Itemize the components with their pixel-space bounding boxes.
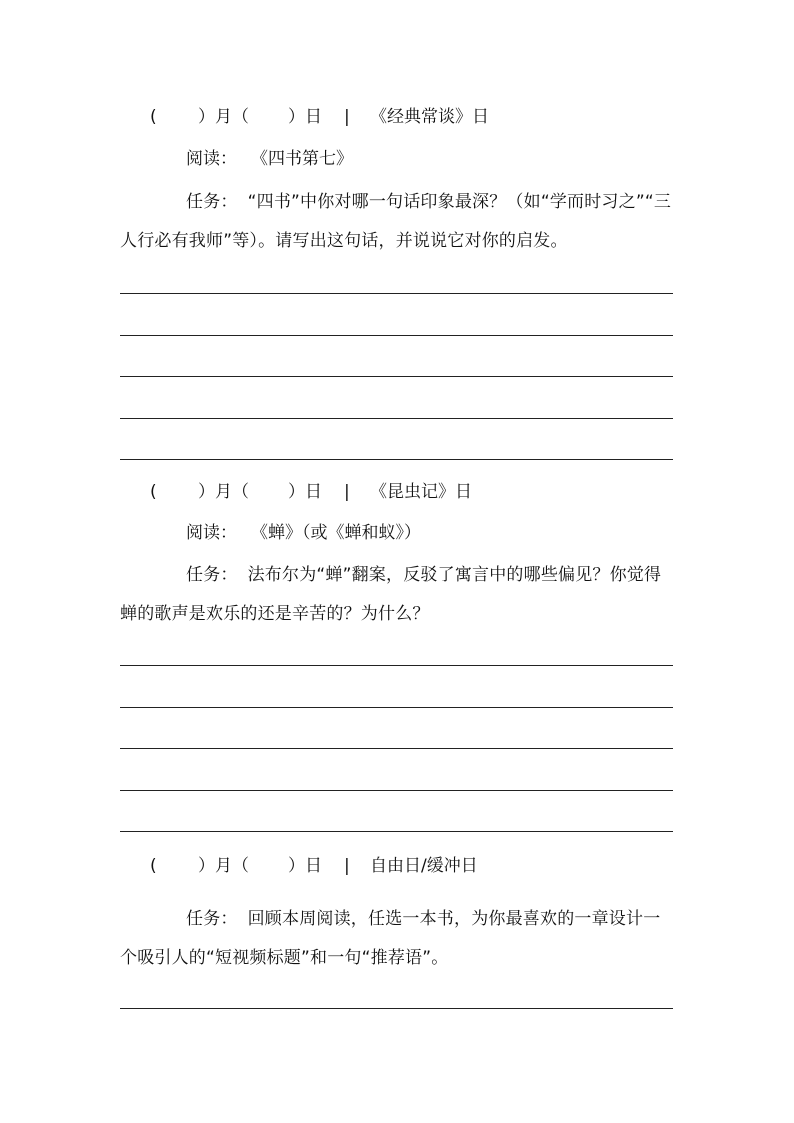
task-label: 任务： xyxy=(186,909,238,929)
answer-line[interactable] xyxy=(120,1008,673,1009)
month-label: ）月（ xyxy=(198,482,249,502)
task-paragraph xyxy=(120,556,675,634)
answer-line[interactable] xyxy=(120,376,673,377)
answer-lines[interactable] xyxy=(120,1002,673,1012)
reading-row xyxy=(120,147,675,171)
date-header xyxy=(120,105,675,129)
answer-line[interactable] xyxy=(120,293,673,294)
answer-lines[interactable] xyxy=(120,658,673,833)
answer-line[interactable] xyxy=(120,418,673,419)
reading-label: 阅读： xyxy=(186,523,237,543)
task-paragraph xyxy=(120,183,675,261)
theme-title: 自由日/缓冲日 xyxy=(370,856,478,876)
day-label: ）日 xyxy=(288,107,322,127)
day-label: ）日 xyxy=(288,856,322,876)
day-label: ）日 xyxy=(288,482,322,502)
reading-title: 《四书第七》 xyxy=(251,149,353,169)
divider: | xyxy=(344,856,350,876)
date-open-paren: ( xyxy=(150,482,157,502)
task-text: 回顾本周阅读，任选一本书，为你最喜欢的一章设计一个吸引人的“短视频标题”和一句“推荐语”。 xyxy=(120,909,661,968)
date-open-paren: ( xyxy=(150,107,157,127)
task-label: 任务： xyxy=(186,565,238,585)
date-header xyxy=(120,854,675,878)
reading-title: 《蝉》（或《蝉和蚁》） xyxy=(251,523,421,543)
month-label: ）月（ xyxy=(198,856,249,876)
task-paragraph xyxy=(120,900,675,978)
reading-label: 阅读： xyxy=(186,149,237,169)
answer-line[interactable] xyxy=(120,707,673,708)
answer-line[interactable] xyxy=(120,831,673,832)
answer-line[interactable] xyxy=(120,790,673,791)
reading-day-section-1 xyxy=(120,105,675,460)
answer-line[interactable] xyxy=(120,335,673,336)
task-label: 任务： xyxy=(186,192,238,212)
answer-line[interactable] xyxy=(120,459,673,460)
task-text: “四书”中你对哪一句话印象最深？（如“学而时习之”“三人行必有我师”等）。请写出这句话，并说说它对你的启发。 xyxy=(120,192,672,251)
answer-line[interactable] xyxy=(120,748,673,749)
date-open-paren: ( xyxy=(150,856,157,876)
month-label: ）月（ xyxy=(198,107,249,127)
task-text: 法布尔为“蝉”翻案，反驳了寓言中的哪些偏见？你觉得蝉的歌声是欢乐的还是辛苦的？为什么？ xyxy=(120,565,662,624)
reading-row xyxy=(120,521,675,545)
reading-day-section-2 xyxy=(120,480,675,833)
answer-lines[interactable] xyxy=(120,285,673,460)
theme-title: 《昆虫记》日 xyxy=(370,482,472,502)
divider: | xyxy=(344,482,350,502)
reading-day-section-3 xyxy=(120,854,675,1012)
answer-line[interactable] xyxy=(120,665,673,666)
date-header xyxy=(120,480,675,504)
theme-title: 《经典常谈》日 xyxy=(370,107,489,127)
divider: | xyxy=(344,107,350,127)
